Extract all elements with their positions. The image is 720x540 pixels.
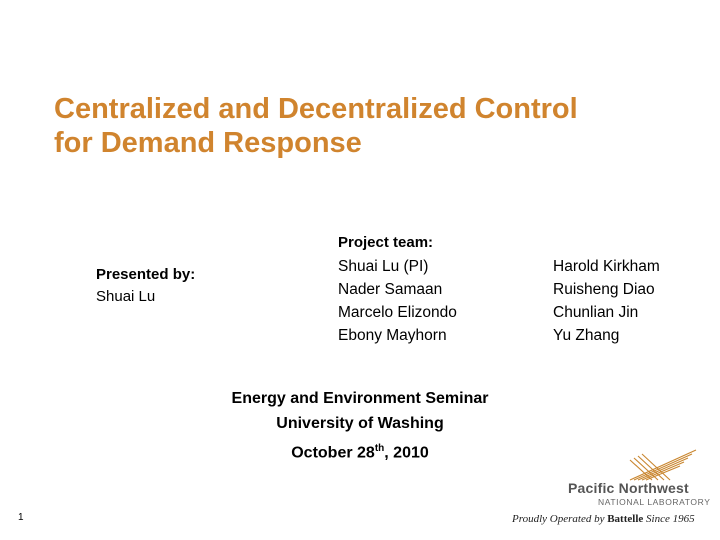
date-prefix: October 28	[291, 444, 375, 462]
logo-name: Pacific Northwest	[568, 480, 689, 496]
team-member: Shuai Lu (PI)	[338, 258, 429, 275]
team-member: Marcelo Elizondo	[338, 304, 457, 321]
footer-tagline	[512, 513, 695, 525]
presenter-block	[96, 264, 195, 308]
project-team-label: Project team:	[338, 234, 434, 251]
title-line-1: Centralized and Decentralized Control	[54, 93, 578, 125]
presented-by-label: Presented by:	[96, 266, 196, 283]
team-member: Ebony Mayhorn	[338, 327, 447, 344]
team-column-2	[553, 255, 660, 347]
seminar-venue: University of Washing	[276, 415, 444, 432]
slide-title	[54, 92, 674, 160]
team-column-1	[338, 255, 457, 347]
seminar-name: Energy and Environment Seminar	[231, 390, 489, 407]
footer-part2: Since 1965	[643, 513, 695, 525]
team-member: Harold Kirkham	[553, 258, 660, 275]
team-member: Chunlian Jin	[553, 304, 639, 321]
team-member: Nader Samaan	[338, 281, 443, 298]
date-sup: th	[374, 443, 385, 454]
title-line-2: for Demand Response	[54, 127, 362, 159]
date-suffix: , 2010	[384, 444, 429, 462]
team-member: Ruisheng Diao	[553, 281, 655, 298]
team-member: Yu Zhang	[553, 327, 620, 344]
page-number: 1	[18, 512, 24, 523]
footer-part1: Proudly Operated by	[512, 513, 608, 525]
presenter-name: Shuai Lu	[96, 288, 156, 305]
logo-subname: NATIONAL LABORATORY	[598, 497, 711, 507]
footer-brand: Battelle	[607, 513, 644, 525]
